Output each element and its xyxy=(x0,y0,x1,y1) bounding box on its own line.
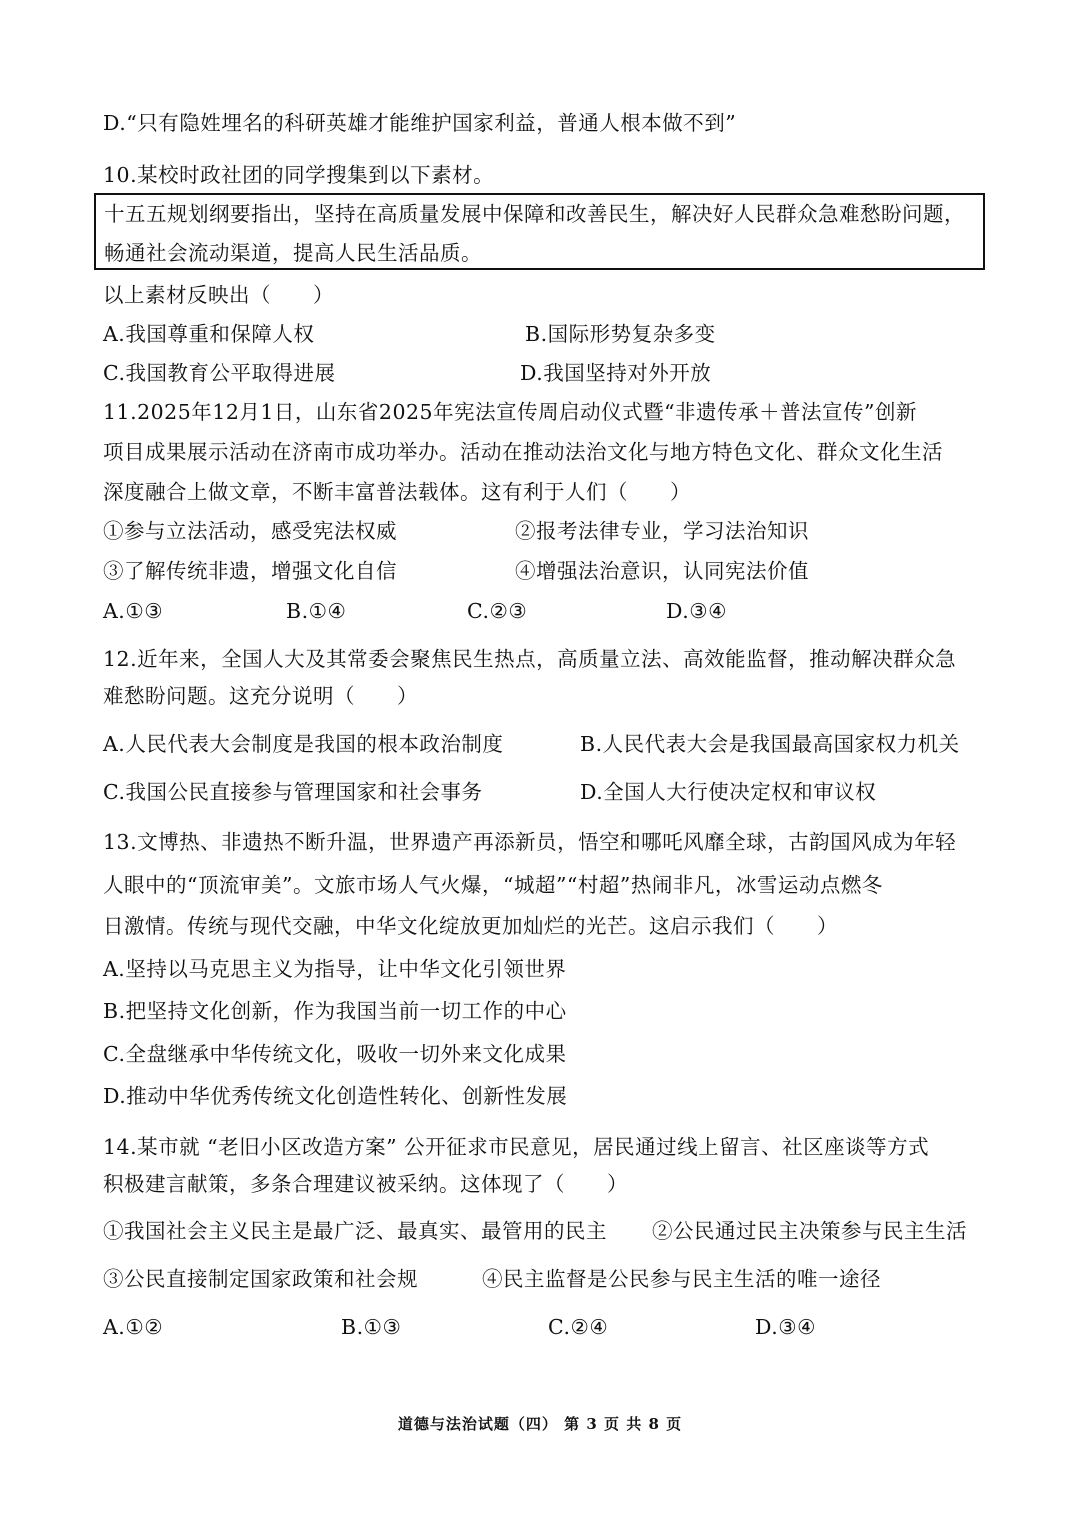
page-footer: 道德与法治试题（四） 第 3 页 共 8 页 xyxy=(397,1415,683,1433)
q12-option-b: B.人民代表大会是我国最高国家权力机关 xyxy=(580,732,960,756)
q11-statement-2: ②报考法律专业，学习法治知识 xyxy=(515,519,809,543)
q12-option-d: D.全国人大行使决定权和审议权 xyxy=(580,780,877,804)
q9-option-d: D.“只有隐姓埋名的科研英雄才能维护国家利益，普通人根本做不到” xyxy=(103,111,737,135)
q12-stem-line2: 难愁盼问题。这充分说明（ ） xyxy=(103,684,418,708)
q14-stem-line2: 积极建言献策，多条合理建议被采纳。这体现了（ ） xyxy=(103,1172,628,1196)
q13-option-a: A.坚持以马克思主义为指导，让中华文化引领世界 xyxy=(103,957,567,981)
q14-option-b: B.①③ xyxy=(341,1315,402,1339)
q13-stem-line3: 日激情。传统与现代交融，中华文化绽放更加灿烂的光芒。这启示我们（ ） xyxy=(103,914,838,938)
q10-option-a: A.我国尊重和保障人权 xyxy=(103,322,315,346)
q14-option-c: C.②④ xyxy=(548,1315,609,1339)
q11-statement-1: ①参与立法活动，感受宪法权威 xyxy=(103,519,397,543)
q14-option-d: D.③④ xyxy=(755,1315,816,1339)
q13-option-b: B.把坚持文化创新，作为我国当前一切工作的中心 xyxy=(103,999,567,1023)
q14-stem-line1: 14.某市就 “老旧小区改造方案” 公开征求市民意见，居民通过线上留言、社区座谈等方式 xyxy=(103,1135,930,1159)
q11-stem-line1: 11.2025年12月1日，山东省2025年宪法宣传周启动仪式暨“非遗传承＋普法宣传”创新 xyxy=(103,400,918,424)
q13-option-d: D.推动中华优秀传统文化创造性转化、创新性发展 xyxy=(103,1084,568,1108)
q10-material-line2: 畅通社会流动渠道，提高人民生活品质。 xyxy=(104,241,482,265)
q13-stem-line1: 13.文博热、非遗热不断升温，世界遗产再添新员，悟空和哪吒风靡全球，古韵国风成为年轻 xyxy=(103,830,957,854)
q11-option-c: C.②③ xyxy=(467,599,528,623)
q11-statement-4: ④增强法治意识，认同宪法价值 xyxy=(515,559,809,583)
q10-option-d: D.我国坚持对外开放 xyxy=(520,361,712,385)
q10-material-line1: 十五五规划纲要指出，坚持在高质量发展中保障和改善民生，解决好人民群众急难愁盼问题， xyxy=(104,202,965,226)
q14-statement-1: ①我国社会主义民主是最广泛、最真实、最管用的民主 xyxy=(103,1219,607,1243)
q14-option-a: A.①② xyxy=(103,1315,164,1339)
q10-stem: 10.某校时政社团的同学搜集到以下素材。 xyxy=(103,163,495,187)
q14-statement-4: ④民主监督是公民参与民主生活的唯一途径 xyxy=(482,1267,881,1291)
q14-statement-2: ②公民通过民主决策参与民主生活 xyxy=(652,1219,967,1243)
q12-option-c: C.我国公民直接参与管理国家和社会事务 xyxy=(103,780,483,804)
q13-option-c: C.全盘继承中华传统文化，吸收一切外来文化成果 xyxy=(103,1042,567,1066)
q11-option-d: D.③④ xyxy=(666,599,727,623)
q11-statement-3: ③了解传统非遗，增强文化自信 xyxy=(103,559,397,583)
q10-question: 以上素材反映出（ ） xyxy=(103,283,334,307)
q11-stem-line2: 项目成果展示活动在济南市成功举办。活动在推动法治文化与地方特色文化、群众文化生活 xyxy=(103,440,943,464)
q10-option-c: C.我国教育公平取得进展 xyxy=(103,361,336,385)
q12-stem-line1: 12.近年来，全国人大及其常委会聚焦民生热点，高质量立法、高效能监督，推动解决群众急 xyxy=(103,647,957,671)
q12-option-a: A.人民代表大会制度是我国的根本政治制度 xyxy=(103,732,504,756)
q10-option-b: B.国际形势复杂多变 xyxy=(525,322,716,346)
q13-stem-line2: 人眼中的“顶流审美”。文旅市场人气火爆，“城超”“村超”热闹非凡，冰雪运动点燃冬 xyxy=(103,873,883,897)
q11-stem-line3: 深度融合上做文章，不断丰富普法载体。这有利于人们（ ） xyxy=(103,480,691,504)
q11-option-b: B.①④ xyxy=(286,599,347,623)
q14-statement-3: ③公民直接制定国家政策和社会规 xyxy=(103,1267,418,1291)
q11-option-a: A.①③ xyxy=(103,599,164,623)
